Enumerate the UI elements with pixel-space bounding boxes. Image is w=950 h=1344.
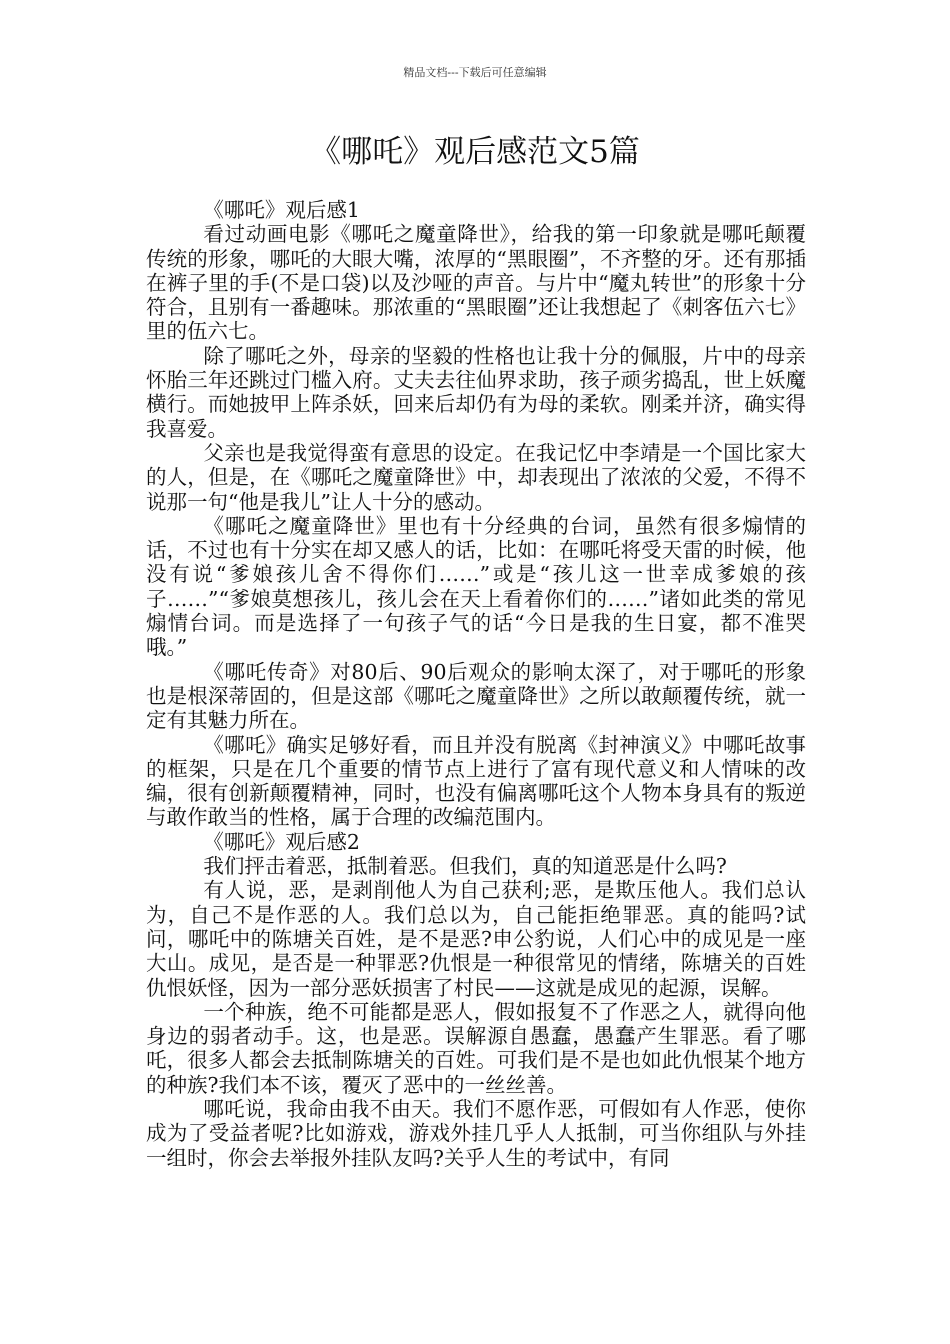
- paragraph: 哪吒说，我命由我不由天。我们不愿作恶，可假如有人作恶，使你成为了受益者呢?比如游戏，游戏外挂几乎人人抵制，可当你组队与外挂一组时，你会去举报外挂队友吗?关乎人生的考试中，有同: [146, 1096, 806, 1170]
- paragraph: 父亲也是我觉得蛮有意思的设定。在我记忆中李靖是一个国比家大的人，但是，在《哪吒之魔童降世》中，却表现出了浓浓的父爱，不得不说那一句“他是我儿”让人十分的感动。: [146, 440, 806, 514]
- document-title: 《哪吒》观后感范文5篇: [310, 134, 640, 170]
- header-note: 精品文档---下载后可任意编辑: [403, 66, 547, 79]
- paragraph: 《哪吒之魔童降世》里也有十分经典的台词，虽然有很多煽情的话，不过也有十分实在却又感人的话，比如：在哪吒将受天雷的时候，他没有说“爹娘孩儿舍不得你们……”或是“孩儿这一世幸成爹娘的孩子……”“爹娘莫想孩儿，孩儿会在天上看着你们的……”诸如此类的常见煽情台词。而是选择了一句孩子气的话“今日是我的生日宴，都不准哭哦。”: [146, 513, 806, 660]
- paragraph: 除了哪吒之外，母亲的坚毅的性格也让我十分的佩服，片中的母亲怀胎三年还跳过门槛入府。丈夫去往仙界求助，孩子顽劣捣乱，世上妖魔横行。而她披甲上阵杀妖，回来后却仍有为母的柔软。刚柔并济，确实得我喜爱。: [146, 343, 806, 441]
- section-heading-1: 《哪吒》观后感1: [203, 198, 360, 222]
- paragraph: 看过动画电影《哪吒之魔童降世》，给我的第一印象就是哪吒颠覆传统的形象，哪吒的大眼大嘴，浓厚的“黑眼圈”，不齐整的牙。还有那插在裤子里的手(不是口袋)以及沙哑的声音。与片中“魔丸转世”的形象十分符合，且别有一番趣味。那浓重的“黑眼圈”还让我想起了《刺客伍六七》里的伍六七。: [146, 222, 806, 344]
- paragraph: 有人说，恶，是剥削他人为自己获利;恶，是欺压他人。我们总认为，自己不是作恶的人。我们总以为，自己能拒绝罪恶。真的能吗?试问，哪吒中的陈塘关百姓，是不是恶?申公豹说，人们心中的成见是一座大山。成见，是否是一种罪恶?仇恨是一种很常见的情绪，陈塘关的百姓仇恨妖怪，因为一部分恶妖损害了村民——这就是成见的起源，误解。: [146, 878, 806, 1000]
- paragraph: 一个种族，绝不可能都是恶人，假如报复不了作恶之人，就得向他身边的弱者动手。这，也是恶。误解源自愚蠢，愚蠢产生罪恶。看了哪吒，很多人都会去抵制陈塘关的百姓。可我们是不是也如此仇恨某个地方的种族?我们本不该，覆灭了恶中的一丝丝善。: [146, 999, 806, 1097]
- paragraph: 《哪吒》确实足够好看，而且并没有脱离《封神演义》中哪吒故事的框架，只是在几个重要的情节点上进行了富有现代意义和人情味的改编，很有创新颠覆精神，同时，也没有偏离哪吒这个人物本身具有的叛逆与敢作敢当的性格，属于合理的改编范围内。: [146, 732, 806, 830]
- paragraph: 《哪吒传奇》对80后、90后观众的影响太深了，对于哪吒的形象也是根深蒂固的，但是这部《哪吒之魔童降世》之所以敢颠覆传统，就一定有其魅力所在。: [146, 659, 806, 733]
- document-body: [146, 198, 806, 1170]
- paragraph: 我们抨击着恶，抵制着恶。但我们，真的知道恶是什么吗?: [203, 854, 727, 879]
- section-heading-2: 《哪吒》观后感2: [203, 829, 360, 854]
